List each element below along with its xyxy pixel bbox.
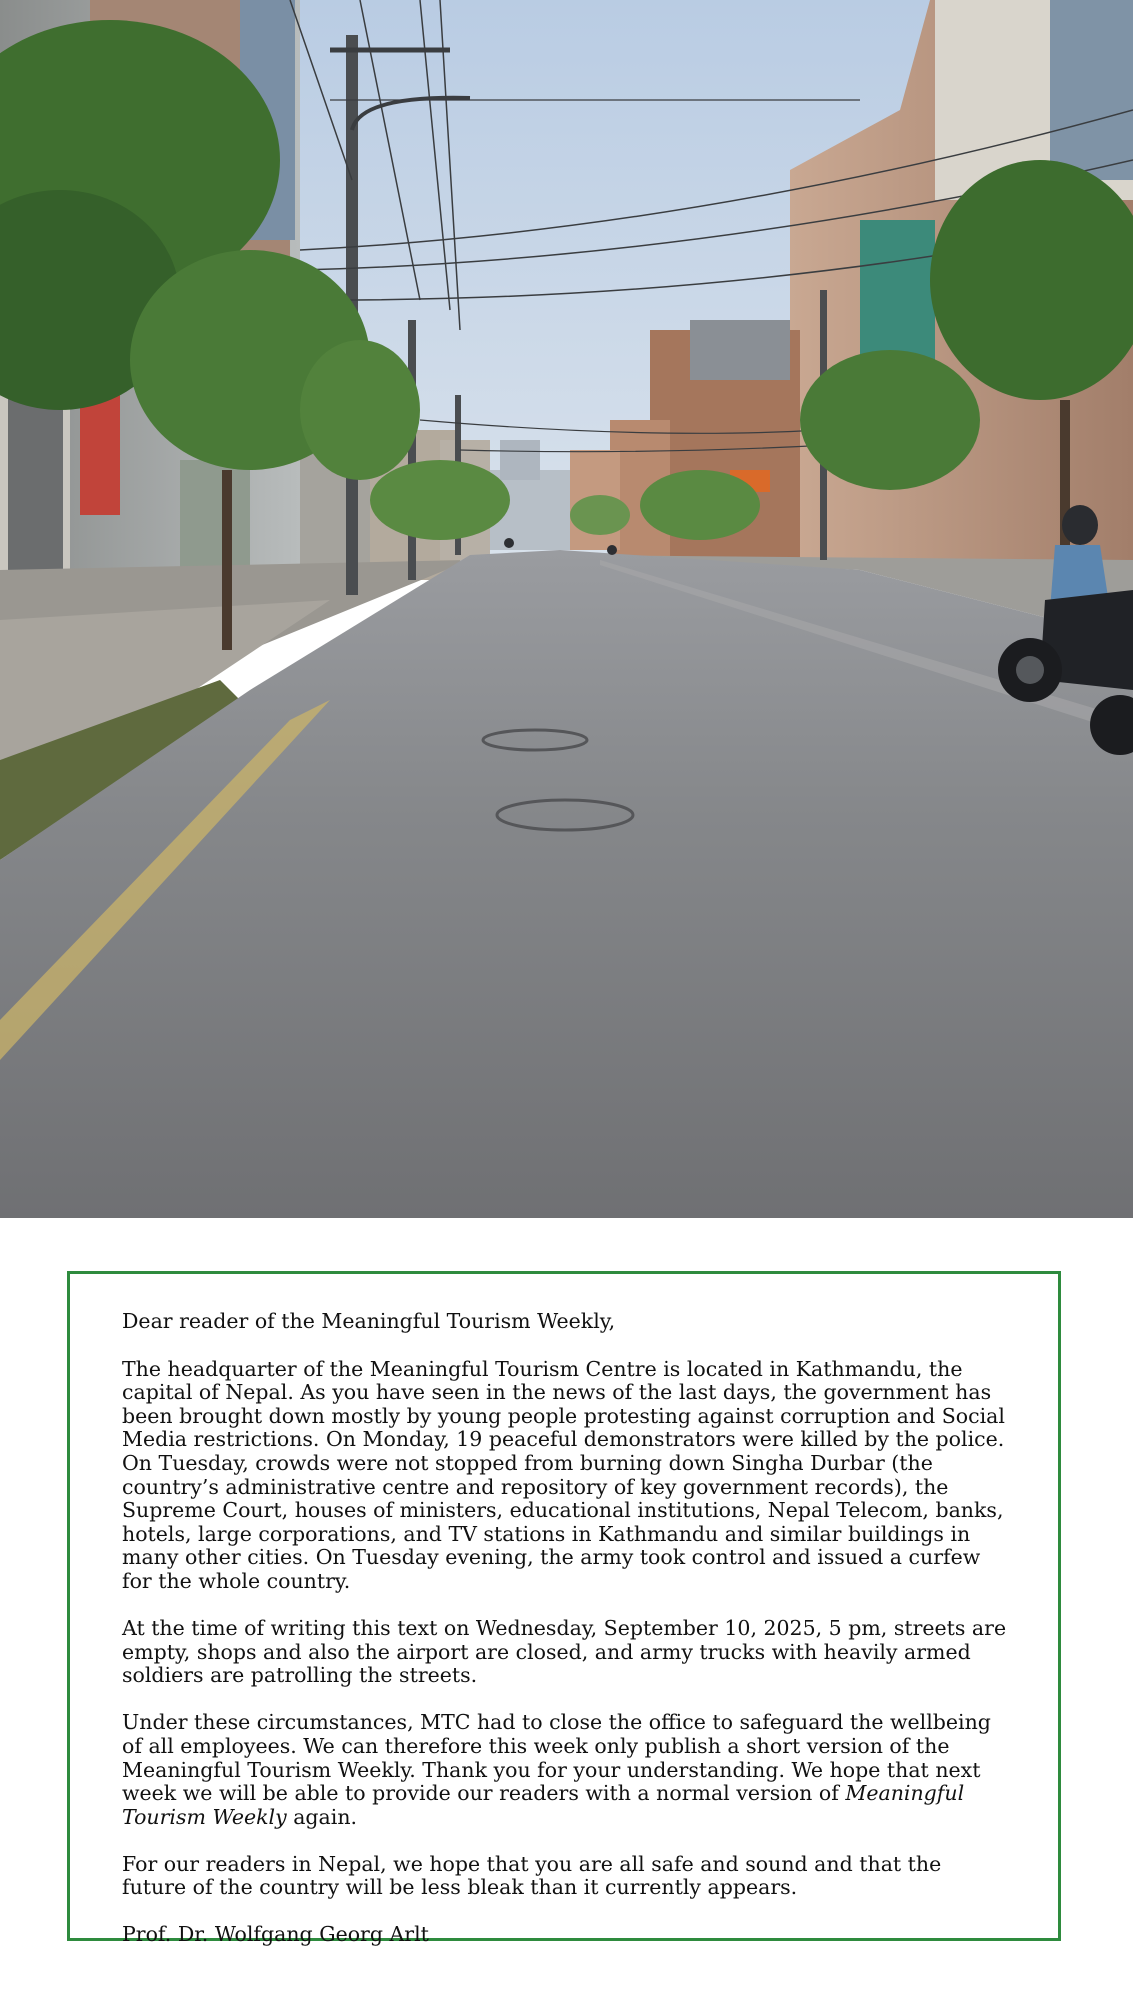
publication-title: Meaningful Tourism Weekly xyxy=(122,1781,965,1829)
letter-paragraph-1: The headquarter of the Meaningful Tourism Centre is located in Kathmandu, the capital of Nepal. As you have seen in the news of the last days, the government has been brought down mostly by young people protesting against corruption and Social Media restrictions. On Monday, 19 peaceful demonstrators were killed by the police. On Tuesday, crowds were not stopped from burning down Singha Durbar (the country’s administrative centre and repository of key government records), the Supreme Court, houses of ministers, educational institutions, Nepal Telecom, banks, hotels, large corporations, and TV stations in Kathmandu and similar buildings in many other cities. On Tuesday evening, the army took control and issued a curfew for the whole country. xyxy=(122,1356,1005,1593)
letter-paragraph-4: For our readers in Nepal, we hope that you are all safe and sound and that the future of the country will be less bleak than it currently appears. xyxy=(122,1851,942,1900)
paragraph-3-end: again. xyxy=(286,1804,358,1829)
letter-signature: Prof. Dr. Wolfgang Georg Arlt xyxy=(122,1922,429,1947)
letter-greeting: Dear reader of the Meaningful Tourism Weekly, xyxy=(122,1309,616,1333)
paragraph-3-text: Under these circumstances, MTC had to close the office to safeguard the wellbeing of all employees. We can therefore this week only publish a short version of the Meaningful Tourism Weekly. Thank you for your understanding. We hope that next week we will be able to provide our readers with a normal version of xyxy=(122,1710,991,1806)
letter-paragraph-2: At the time of writing this text on Wednesday, September 10, 2025, 5 pm, streets are empty, shops and also the airport are closed, and army trucks with heavily armed soldiers are patrolling the streets. xyxy=(122,1616,1007,1688)
letter-paragraph-3 xyxy=(122,1711,1008,1829)
letter-box xyxy=(67,1271,1061,1947)
